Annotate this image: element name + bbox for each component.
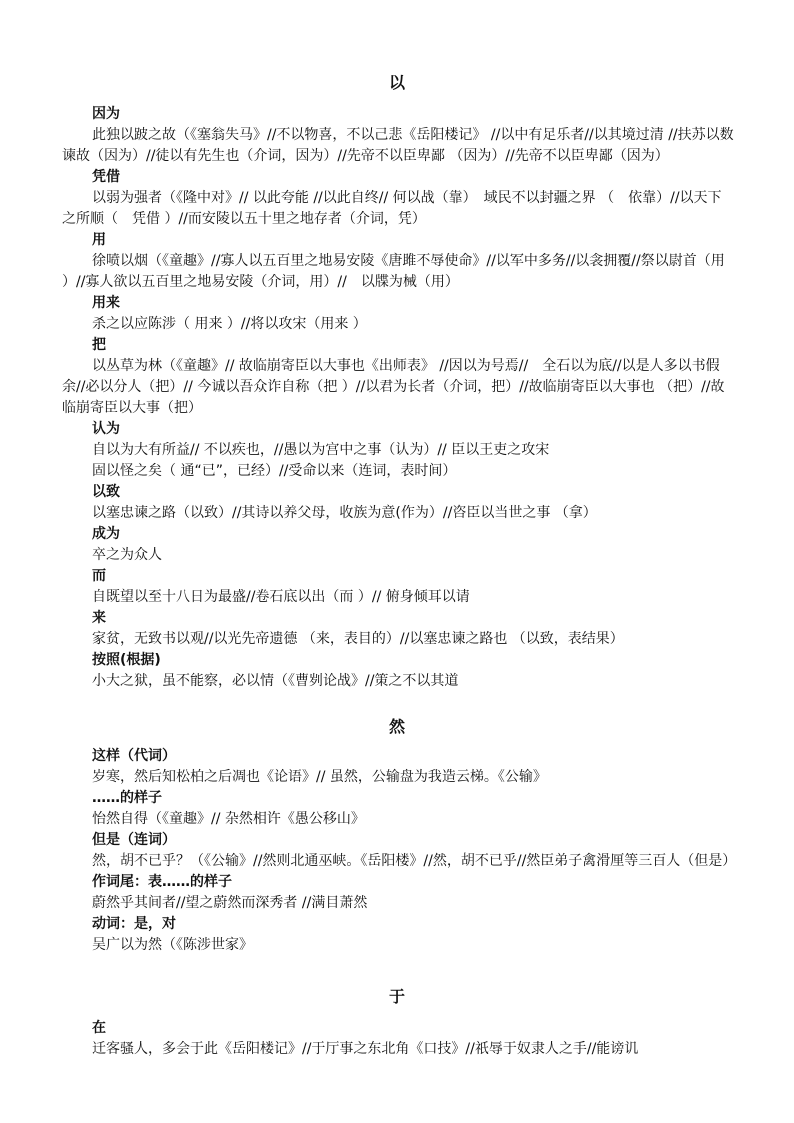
entry	[62, 419, 734, 482]
entry	[62, 566, 734, 608]
entry-text: 怡然自得（《童趣》// 杂然相许《愚公移山》	[92, 811, 365, 827]
section-title-yi: 以	[388, 73, 405, 92]
entry-label: 凭借	[92, 169, 120, 185]
entry-label: 在	[92, 1020, 106, 1036]
entry-text: 吴广以为然（《陈涉世家》	[92, 937, 253, 953]
entry-label: 但是（连词）	[92, 832, 176, 848]
entry-label: 因为	[92, 106, 120, 122]
section-ran	[62, 746, 737, 956]
entry	[62, 788, 734, 830]
entry-label: 按照(根据)	[92, 652, 161, 668]
entry-text: 卒之为众人	[92, 547, 162, 563]
entry	[62, 104, 734, 167]
entry-text: 迁客骚人，多会于此《岳阳楼记》//于厅事之东北角《口技》//祇辱于奴隶人之手//能谤讥	[92, 1041, 639, 1057]
entry	[62, 650, 734, 692]
entry-text: 徐喷以烟（《童趣》//寡人以五百里之地易安陵《唐雎不辱使命》//以军中多务//以衾拥覆//祭以尉首（用 ）//寡人欲以五百里之地易安陵（介词，用）// 以牒为械（用）	[62, 253, 725, 290]
entry-label: 动词：是，对	[92, 916, 176, 932]
entry-label: 用来	[92, 295, 120, 311]
entry	[62, 293, 734, 335]
section-title-yu: 于	[388, 987, 405, 1006]
entry	[62, 482, 734, 524]
entry-label: 成为	[92, 526, 120, 542]
entry-label: 把	[92, 337, 106, 353]
entry-label: 用	[92, 232, 106, 248]
entry-label: 以致	[92, 484, 120, 500]
entry-text: 杀之以应陈涉（ 用来 ）//将以攻宋（用来 ）	[92, 316, 367, 332]
entry-label: 这样（代词）	[92, 748, 176, 764]
entry-label: 来	[92, 610, 106, 626]
entry-text: 然，胡不已乎？（《公输》//然则北通巫峡。《岳阳楼》//然，胡不已乎//然臣弟子禽滑厘等三百人（但是）	[92, 853, 737, 869]
entry	[62, 167, 734, 230]
entry-text: 小大之狱，虽不能察，必以情（《曹刿论战》//策之不以其道	[92, 673, 459, 689]
section-title-ran: 然	[388, 717, 405, 736]
entry	[62, 230, 734, 293]
entry-label: 认为	[92, 421, 120, 437]
entry-text: 以弱为强者（《隆中对》// 以此夸能 //以此自终// 何以战（靠） 域民不以封疆之界 （ 依靠）//以天下之所顺（ 凭借 ）//而安陵以五十里之地存者（介词，凭）	[62, 190, 722, 227]
entry-text: 家贫，无致书以观//以光先帝遗德 （来，表目的）//以塞忠谏之路也 （以致，表结果）	[92, 631, 624, 647]
section-yi	[62, 104, 734, 692]
entry-text: 此独以跛之故（《塞翁失马》//不以物喜，不以己悲《岳阳楼记》 //以中有足乐者//以其境过清 //扶苏以数谏故（因为）//徒以有先生也（介词，因为）//先帝不以臣卑鄙 （因为）//先帝不以臣卑鄙（因为）	[62, 127, 734, 164]
entry	[62, 746, 734, 788]
entry-text: 以丛草为林（《童趣》// 故临崩寄臣以大事也《出师表》 //因以为号焉// 全石以为底//以是人多以书假余//必以分人（把）// 今诚以吾众诈自称（把 ）//以君为长者（介词，把）//故临崩寄臣以大事也 （把）//故临崩寄臣以大事（把）	[62, 358, 725, 416]
entry-text: 蔚然乎其间者//望之蔚然而深秀者 //满目萧然	[92, 895, 368, 911]
section-yu	[62, 1018, 734, 1060]
entry-label: 而	[92, 568, 106, 584]
entry	[62, 1018, 734, 1060]
entry	[62, 335, 734, 419]
entry-text: 以塞忠谏之路（以致）//其诗以养父母，收族为意(作为）//咨臣以当世之事 （拿）	[92, 505, 597, 521]
entry	[62, 524, 734, 566]
entry	[62, 608, 734, 650]
entry-line: 固以怪之矣（ 通“已”，已经）//受命以来（连词，表时间）	[92, 463, 457, 479]
entry-text: 岁寒，然后知松柏之后凋也《论语》// 虽然，公输盘为我造云梯。《公输》	[92, 769, 547, 785]
entry	[62, 914, 734, 956]
entry-label: 作词尾：表……的样子	[92, 874, 232, 890]
entry-line: 自以为大有所益// 不以疾也，//愚以为宫中之事（认为）// 臣以王吏之攻宋	[92, 442, 550, 458]
entry	[62, 830, 737, 872]
entry-label: ……的样子	[92, 790, 162, 806]
entry	[62, 872, 734, 914]
entry-text: 自既望以至十八日为最盛//卷石底以出（而 ）// 俯身倾耳以请	[92, 589, 470, 605]
